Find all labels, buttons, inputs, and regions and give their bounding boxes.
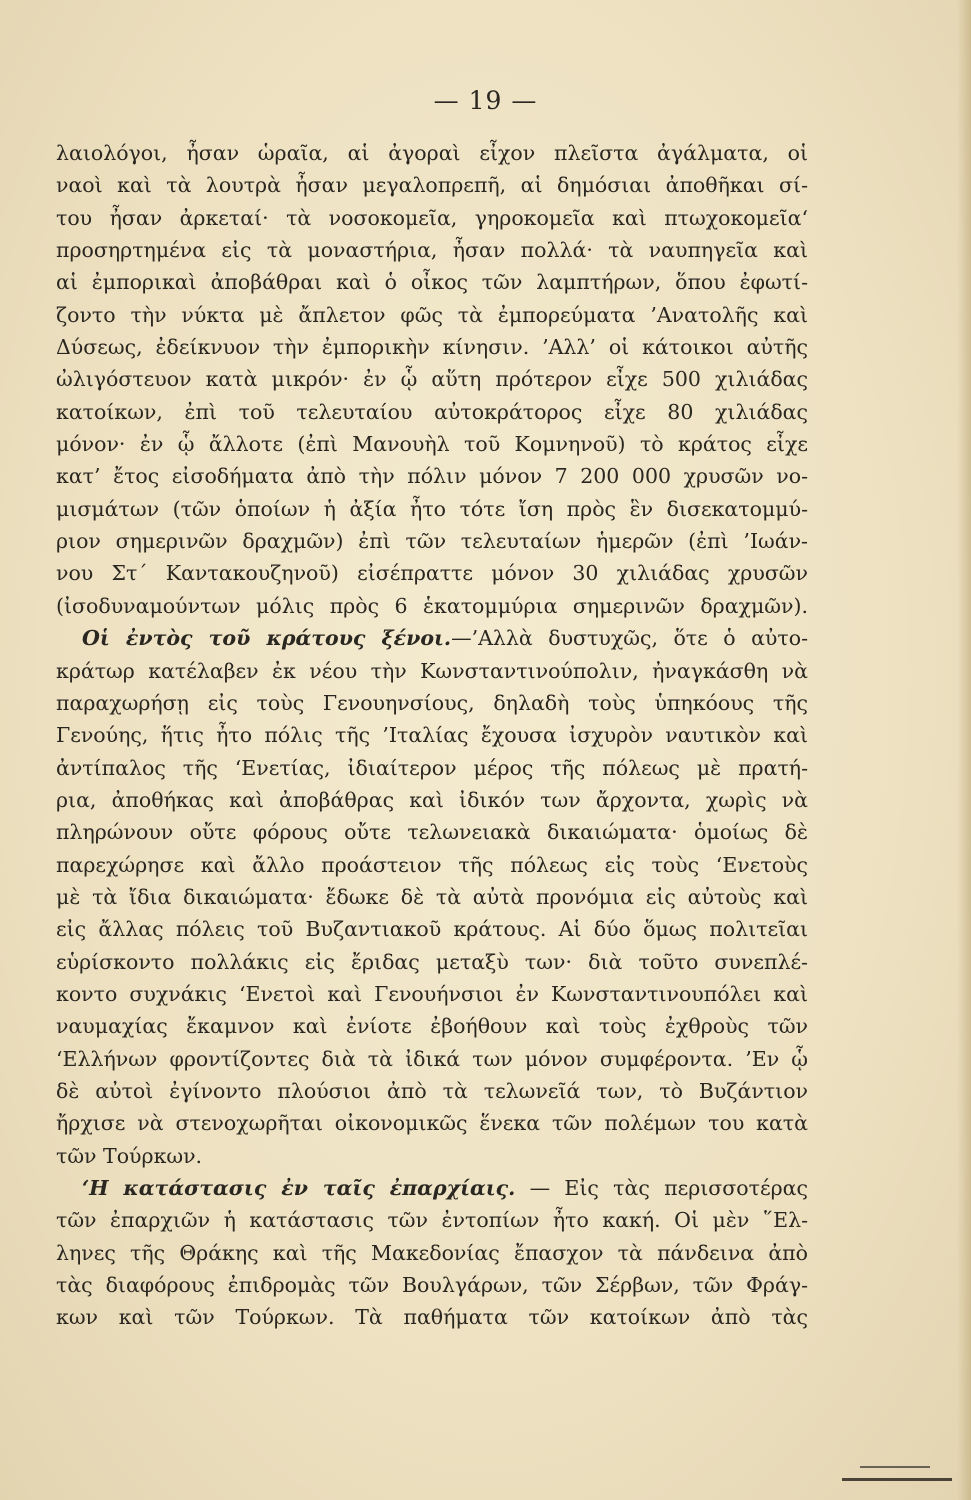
page-number: — 19 —: [433, 86, 538, 115]
text-line: ναοὶ καὶ τὰ λουτρὰ ἦσαν μεγαλοπρεπῆ, αἱ δημόσιαι ἀποθῆκαι σί-: [56, 173, 808, 198]
text-line: κράτωρ κατέλαβεν ἐκ νέου τὴν Κωνσταντινούπολιν, ἠναγκάσθη νὰ: [56, 658, 808, 683]
section-heading-line: [56, 622, 808, 654]
text-line: πληρώνουν οὔτε φόρους οὔτε τελωνειακὰ δικαιώματα· ὁμοίως δὲ: [56, 820, 808, 845]
text-line: εὑρίσκοντο πολλάκις εἰς ἔριδας μεταξὺ των· διὰ τοῦτο συνεπλέ-: [56, 949, 808, 974]
text-line: ὠλιγόστευον κατὰ μικρόν· ἐν ᾧ αὕτη πρότερον εἶχε 500 χιλιάδας: [56, 367, 808, 392]
edge-mark: [860, 1466, 930, 1468]
text-line: κων καὶ τῶν Τούρκων. Τὰ παθήματα τῶν κατοίκων ἀπὸ τὰς: [56, 1305, 808, 1330]
section-heading-provinces: ‘Η κατάστασις ἐν ταῖς ἐπαρχίαις.: [82, 1176, 516, 1200]
text-line: του ἦσαν ἀρκεταί· τὰ νοσοκομεῖα, γηροκομεῖα καὶ πτωχοκομεῖα‘: [56, 205, 808, 230]
section-heading-line: [56, 1172, 808, 1204]
text-line: μόνον· ἐν ᾧ ἄλλοτε (ἐπὶ Μανουὴλ τοῦ Κομνηνοῦ) τὸ κράτος εἶχε: [56, 432, 808, 457]
text-line: Γενούης, ἥτις ἦτο πόλις τῆς ’Ιταλίας ἔχουσα ἰσχυρὸν ναυτικὸν καὶ: [56, 723, 808, 748]
text-line: Δύσεως, ἐδείκνυον τὴν ἐμπορικὴν κίνησιν. ’Αλλ’ οἱ κάτοικοι αὐτῆς: [56, 335, 808, 360]
page-edge-shadow: [957, 0, 971, 1500]
text-line: εἰς ἄλλας πόλεις τοῦ Βυζαντιακοῦ κράτους. Αἱ δύο ὅμως πολιτεῖαι: [56, 917, 808, 942]
text-line: τῶν Τούρκων.: [56, 1143, 203, 1168]
text-line: κατοίκων, ἐπὶ τοῦ τελευταίου αὐτοκράτορος εἶχε 80 χιλιάδας: [56, 399, 808, 424]
text-line: τὰς διαφόρους ἐπιδρομὰς τῶν Βουλγάρων, τῶν Σέρβων, τῶν Φράγ-: [56, 1273, 808, 1298]
edge-mark: [842, 1478, 952, 1481]
body-text: [56, 137, 808, 1334]
text-line: ναυμαχίας ἔκαμνον καὶ ἐνίοτε ἐβοήθουν καὶ τοὺς ἐχθροὺς τῶν: [56, 1014, 808, 1039]
text-line: ζοντο τὴν νύκτα μὲ ἄπλετον φῶς τὰ ἐμπορεύματα ’Ανατολῆς καὶ: [56, 302, 808, 327]
text-line: παραχωρήσῃ εἰς τοὺς Γενουηνσίους, δηλαδὴ τοὺς ὑπηκόους τῆς: [56, 690, 808, 715]
text-line: ληνες τῆς Θράκης καὶ τῆς Μακεδονίας ἔπασχον τὰ πάνδεινα ἀπὸ: [56, 1240, 808, 1265]
text-fragment: — Εἰς τὰς περισσοτέρας: [529, 1176, 808, 1200]
text-line: μὲ τὰ ἴδια δικαιώματα· ἔδωκε δὲ τὰ αὐτὰ προνόμια εἰς αὐτοὺς καὶ: [56, 884, 808, 909]
section-heading-foreigners: Οἱ ἐντὸς τοῦ κράτους ξένοι.: [82, 626, 452, 651]
text-line: κοντο συχνάκις ‘Ενετοὶ καὶ Γενουήνσιοι ἐν Κωνσταντινουπόλει καὶ: [56, 981, 808, 1006]
text-line: ρια, ἀποθήκας καὶ ἀποβάθρας καὶ ἰδικόν των ἄρχοντα, χωρὶς νὰ: [56, 787, 808, 812]
text-line: ἀντίπαλος τῆς ‘Ενετίας, ἰδιαίτερον μέρος τῆς πόλεως μὲ πρατή-: [56, 755, 808, 780]
text-line: μισμάτων (τῶν ὁποίων ἡ ἀξία ἦτο τότε ἴση πρὸς ἓν δισεκατομμύ-: [56, 496, 808, 521]
text-line: προσηρτημένα εἰς τὰ μοναστήρια, ἦσαν πολλά· τὰ ναυπηγεῖα καὶ: [56, 238, 808, 263]
text-line: (ἰσοδυναμούντων μόλις πρὸς 6 ἑκατομμύρια σημερινῶν δραχμῶν).: [56, 593, 808, 618]
text-line: ἤρχισε νὰ στενοχωρῆται οἰκονομικῶς ἕνεκα τῶν πολέμων του κατὰ: [56, 1111, 808, 1136]
text-line: αἱ ἐμπορικαὶ ἀποβάθραι καὶ ὁ οἶκος τῶν λαμπτήρων, ὅπου ἐφωτί-: [56, 270, 808, 295]
text-line: ριον σημερινῶν δραχμῶν) ἐπὶ τῶν τελευταίων ἡμερῶν (ἐπὶ ’Ιωάν-: [56, 529, 808, 554]
text-line: τῶν ἐπαρχιῶν ἡ κατάστασις τῶν ἐντοπίων ἦτο κακή. Οἱ μὲν ῞Ελ-: [56, 1208, 808, 1233]
text-fragment: —’Αλλὰ δυστυχῶς, ὅτε ὁ αὐτο-: [451, 626, 808, 651]
text-line: ‘Ελλήνων φροντίζοντες διὰ τὰ ἰδικά των μόνον συμφέροντα. ’Εν ᾧ: [56, 1046, 808, 1071]
text-line: νου Στ΄ Καντακουζηνοῦ) εἰσέπραττε μόνον 30 χιλιάδας χρυσῶν: [56, 561, 808, 586]
text-line: παρεχώρησε καὶ ἄλλο προάστειον τῆς πόλεως εἰς τοὺς ‘Ενετοὺς: [56, 852, 808, 877]
text-line: κατ’ ἔτος εἰσοδήματα ἀπὸ τὴν πόλιν μόνον 7 200 000 χρυσῶν νο-: [56, 464, 808, 489]
text-line: δὲ αὐτοὶ ἐγίνοντο πλούσιοι ἀπὸ τὰ τελωνεῖά των, τὸ Βυζάντιον: [56, 1078, 808, 1103]
text-line: λαιολόγοι, ἦσαν ὡραῖα, αἱ ἀγοραὶ εἶχον πλεῖστα ἀγάλματα, οἱ: [56, 141, 808, 165]
